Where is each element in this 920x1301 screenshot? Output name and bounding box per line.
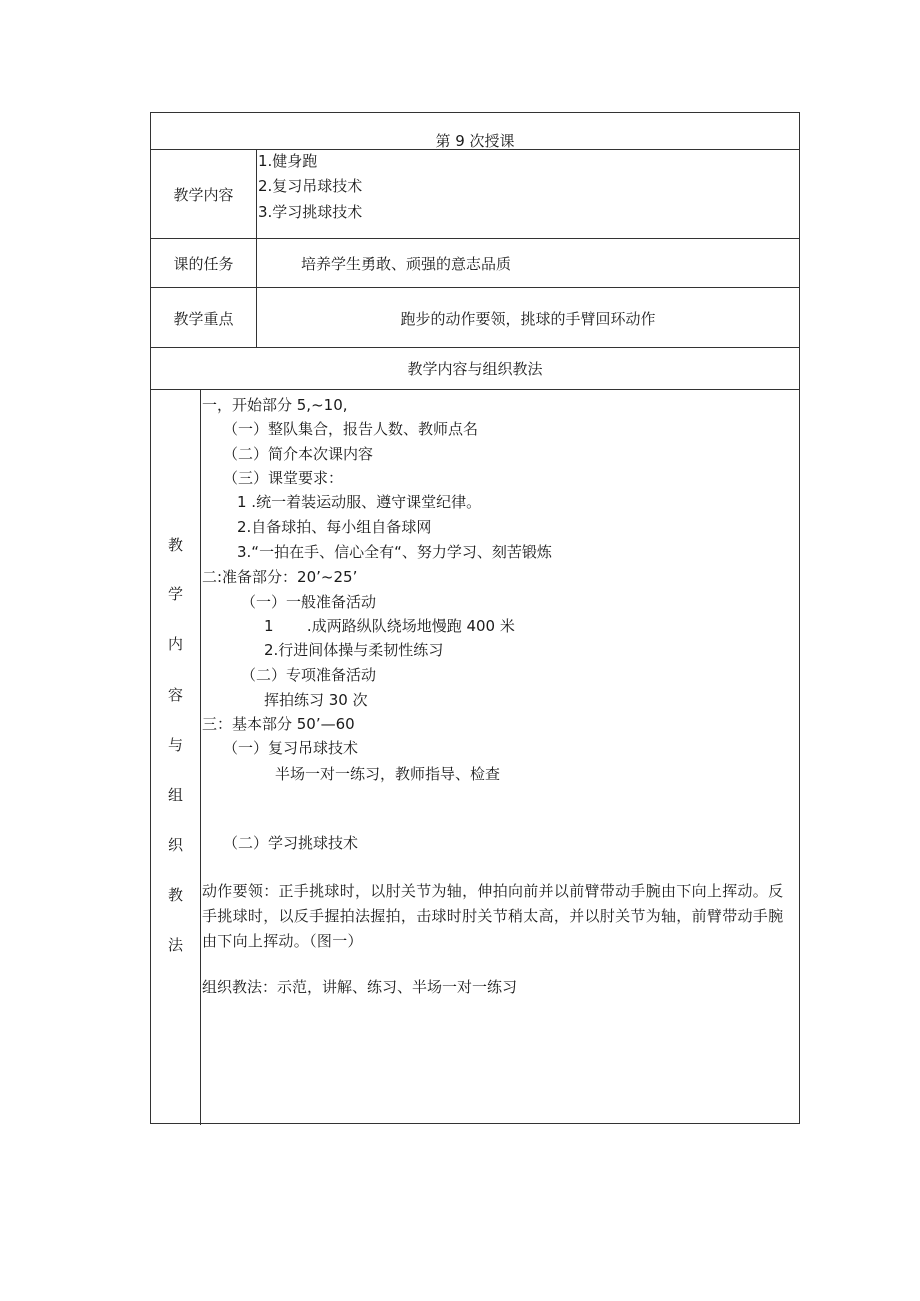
task-label: 课的任务: [173, 255, 234, 273]
section-header: 教学内容与组织教法: [407, 360, 543, 378]
body-line: 1 .成两路纵队绕场地慢跑 400 米: [264, 617, 515, 635]
content-item: 3.学习挑球技术: [258, 203, 363, 221]
focus-text: 跑步的动作要领，挑球的手臂回环动作: [400, 310, 656, 328]
focus-label: 教学重点: [173, 310, 234, 328]
divider: [151, 347, 799, 348]
divider: [151, 389, 799, 390]
body-line: 2.自备球拍、每小组自备球网: [237, 518, 432, 536]
side-label-char: 教: [167, 886, 183, 904]
body-line: （一）复习吊球技术: [223, 739, 359, 757]
content-item: 2.复习吊球技术: [258, 177, 363, 195]
body-line: 三：基本部分 50’—60: [202, 715, 355, 733]
lesson-title: 第 9 次授课: [435, 132, 515, 150]
org-method-text: 组织教法：示范，讲解、练习、半场一对一练习: [202, 978, 518, 996]
body-line: 半场一对一练习，教师指导、检查: [275, 765, 501, 783]
side-label-char: 法: [167, 936, 183, 954]
body-line: （二）专项准备活动: [241, 666, 377, 684]
divider: [200, 389, 201, 1125]
body-line: （一）整队集合，报告人数、教师点名: [223, 420, 479, 438]
body-line: 挥拍练习 30 次: [264, 691, 368, 709]
divider: [151, 287, 799, 288]
divider: [151, 149, 799, 150]
side-label-char: 学: [167, 585, 183, 603]
body-line: 一，开始部分 5,~10,: [202, 396, 348, 414]
body-line: （一）一般准备活动: [241, 593, 377, 611]
divider: [151, 238, 799, 239]
side-label-char: 容: [167, 686, 183, 704]
body-line: 2.行进间体操与柔韧性练习: [264, 641, 444, 659]
side-label-char: 组: [167, 786, 183, 804]
body-line: 1 .统一着装运动服、遵守课堂纪律。: [237, 493, 482, 511]
body-line: （二）简介本次课内容: [223, 445, 374, 463]
lesson-plan-table: [150, 112, 800, 1124]
side-label-char: 内: [167, 635, 183, 653]
task-text: 培养学生勇敢、顽强的意志品质: [301, 255, 512, 273]
body-line: 3.“一拍在手、信心全有“、努力学习、刻苦锻炼: [237, 543, 552, 561]
body-line: 二:准备部分：20’~25’: [202, 568, 358, 586]
side-label-char: 教: [167, 536, 183, 554]
content-item: 1.健身跑: [258, 152, 318, 170]
body-line: （二）学习挑球技术: [223, 834, 359, 852]
side-label-char: 织: [167, 836, 183, 854]
content-label: 教学内容: [173, 186, 234, 204]
body-line: （三）课堂要求：: [223, 469, 344, 487]
side-label-char: 与: [167, 736, 183, 754]
action-points-paragraph: 动作要领：正手挑球时，以肘关节为轴，伸拍向前并以前臂带动手腕由下向上挥动。反手挑球时，以反手握拍法握拍，击球时肘关节稍太高，并以肘关节为轴，前臂带动手腕由下向上挥动。（图一）: [202, 882, 784, 950]
